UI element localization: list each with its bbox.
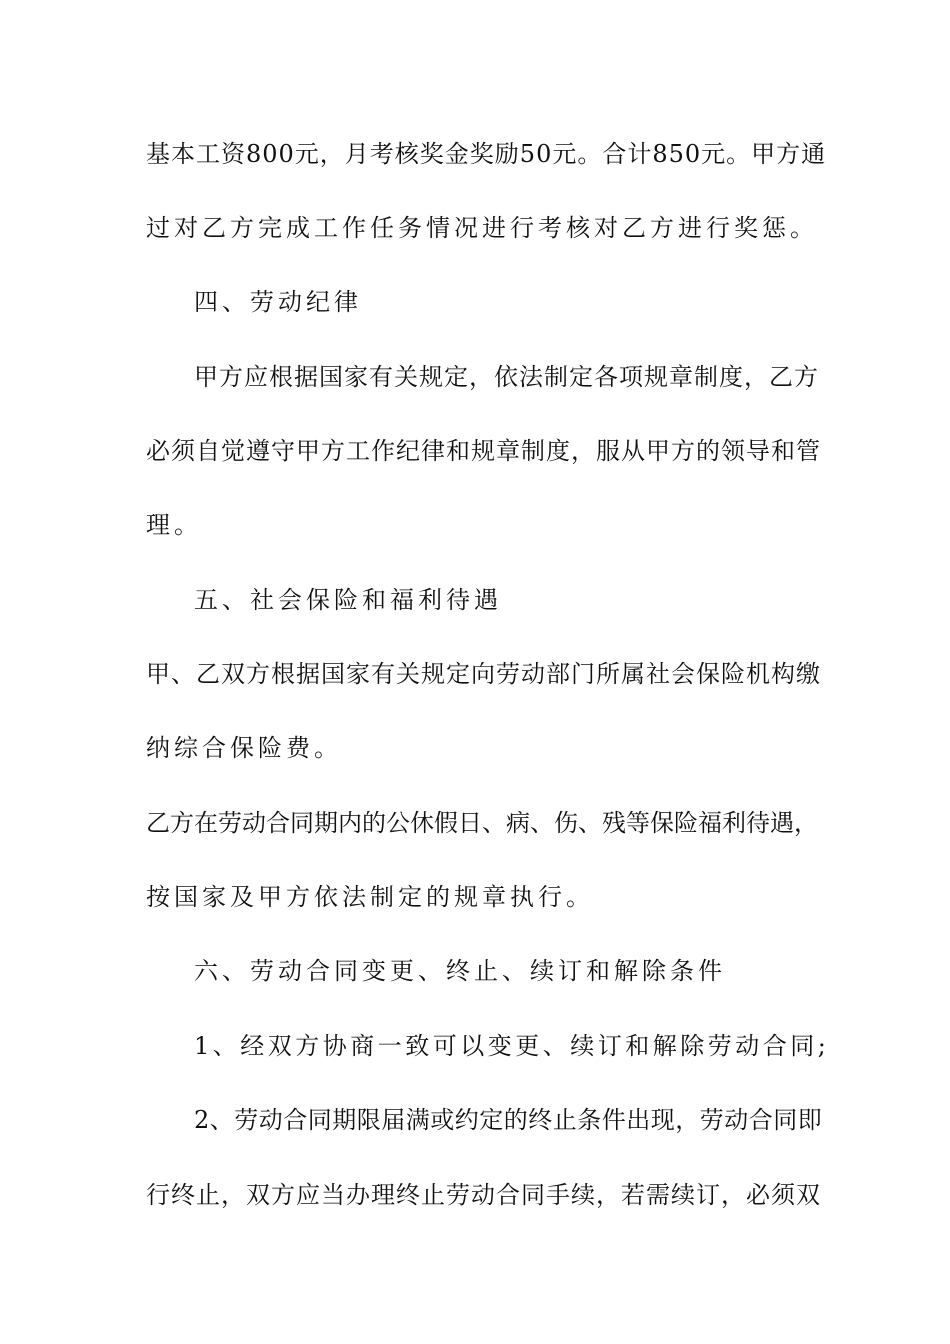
paragraph-line: 基本工资800元，月考核奖金奖励50元。合计850元。甲方通 [146,140,827,168]
paragraph-line: 甲、乙双方根据国家有关规定向劳动部门所属社会保险机构缴 [146,660,821,688]
paragraph-line: 过对乙方完成工作任务情况进行考核对乙方进行奖惩。 [146,214,818,242]
list-item-1: 1、经双方协商一致可以变更、续订和解除劳动合同; [194,1032,830,1060]
section-heading-4: 四、劳动纪律 [194,288,362,316]
list-item-2: 2、劳动合同期限届满或约定的终止条件出现，劳动合同即 [194,1106,823,1134]
paragraph-line: 甲方应根据国家有关规定，依法制定各项规章制度，乙方 [194,363,819,391]
section-heading-5: 五、社会保险和福利待遇 [194,586,502,614]
paragraph-line: 纳综合保险费。 [146,734,342,762]
paragraph-line: 按国家及甲方依法制定的规章执行。 [146,883,594,911]
paragraph-line: 必须自觉遵守甲方工作纪律和规章制度，服从甲方的领导和管 [146,437,821,465]
paragraph-line: 理。 [146,511,202,539]
paragraph-line: 行终止，双方应当办理终止劳动合同手续，若需续订，必须双 [146,1181,821,1209]
section-heading-6: 六、劳动合同变更、终止、续订和解除条件 [194,957,726,985]
paragraph-line: 乙方在劳动合同期内的公休假日、病、伤、残等保险福利待遇， [146,809,818,837]
